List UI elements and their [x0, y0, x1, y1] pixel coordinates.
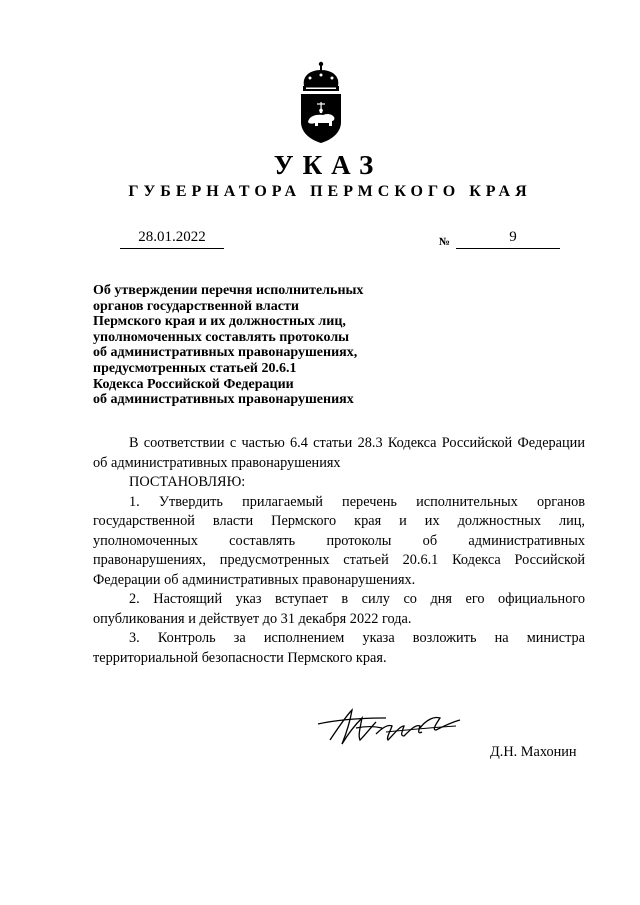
heading-line: Пермского края и их должностных лиц, — [93, 314, 346, 330]
item-2-paragraph: 2. Настоящий указ вступает в силу со дня его официального опубликования и действует до 31 декабря 2022 года. — [93, 591, 585, 627]
signer-name: Д.Н. Махонин — [490, 744, 577, 760]
heading-line: уполномоченных составлять протоколы — [93, 329, 350, 345]
decree-statement: ПОСТАНОВЛЯЮ: — [129, 474, 246, 490]
heading-line: Об утверждении перечня исполнительных — [93, 283, 364, 298]
document-date: 28.01.2022 — [120, 229, 224, 249]
decree-body — [93, 434, 585, 668]
document-title: УКАЗ — [273, 150, 383, 180]
document-number: 9 — [509, 229, 517, 245]
number-label: № — [439, 236, 451, 248]
item-3-paragraph: 3. Контроль за исполнением указа возложить на министра территориальной безопасности Пермского края. — [93, 630, 585, 666]
heading-line: Кодекса Российской Федерации — [93, 376, 294, 392]
intro-paragraph: В соответствии с частью 6.4 статьи 28.3 Кодекса Российской Федерации об административных правонарушениях — [93, 435, 585, 471]
heading-line: об административных правонарушениях, — [93, 345, 358, 361]
document-number-field — [456, 229, 560, 249]
item-1-paragraph: 1. Утвердить прилагаемый перечень исполнительных органов государственной власти Пермского края и их должностных лиц, уполномоченных составлять протоколы об административных правонарушениях, предусмотренных статьей 20.6.1 Кодекса Российской Федерации об административных правонарушениях. — [93, 493, 585, 588]
perm-krai-coat-of-arms-icon — [296, 58, 346, 144]
document-subtitle: ГУБЕРНАТОРА ПЕРМСКОГО КРАЯ — [128, 183, 532, 200]
handwritten-signature — [316, 704, 466, 750]
heading-line: об административных правонарушениях — [93, 392, 354, 408]
heading-line: предусмотренных статьей 20.6.1 — [93, 360, 297, 376]
decree-heading — [93, 283, 403, 408]
heading-line: органов государственной власти — [93, 298, 299, 314]
